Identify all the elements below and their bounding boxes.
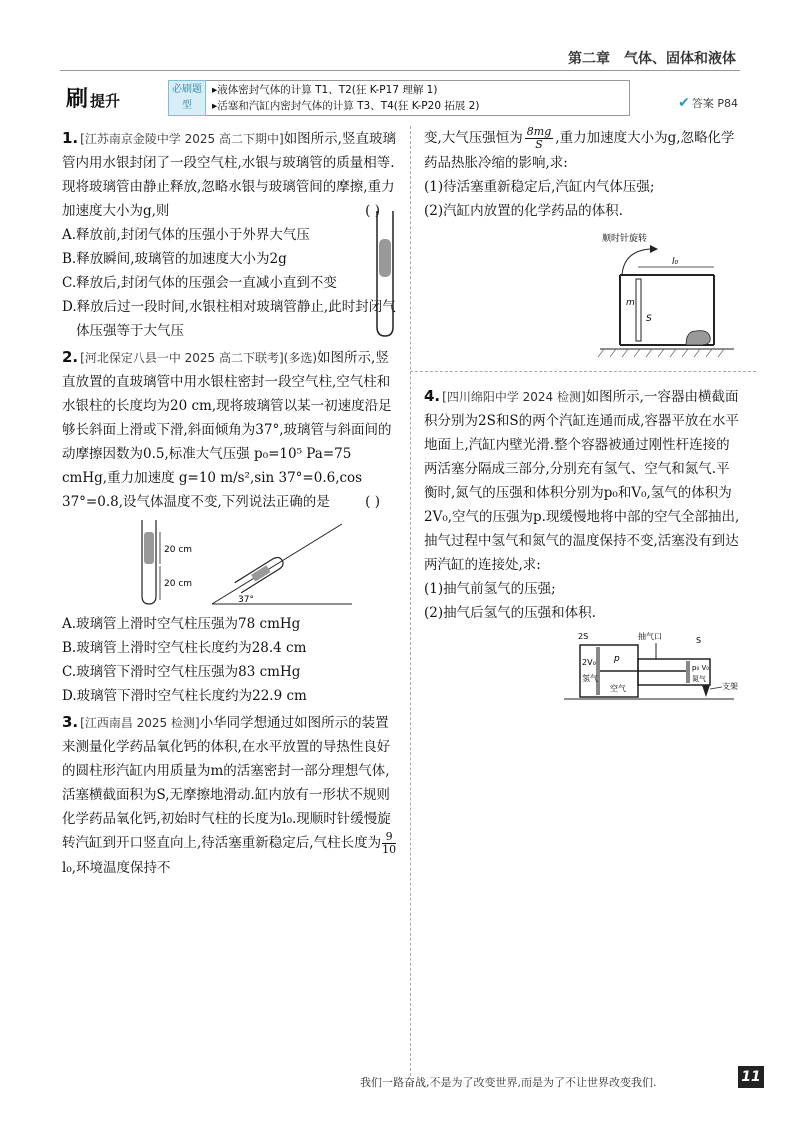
fig-label-rotate: 顺时针旋转 — [602, 234, 648, 244]
option-d: D.释放后过一段时间,水银柱相对玻璃管静止,此时封闭气体压强等于大气压 — [62, 299, 396, 339]
question-stem: ,重力加速度大小为g,忽略化学药品热胀冷缩的影响,求: — [424, 130, 735, 171]
question-source: [江西南昌 2025 检测] — [80, 716, 200, 730]
question-3 — [62, 710, 398, 880]
footer-motto: 我们一路奋战,不是为了改变世界,而是为了不让世界改变我们. — [360, 1076, 657, 1089]
option-b: B.玻璃管上滑时空气柱长度约为28.4 cm — [62, 640, 307, 656]
question-number: 2. — [62, 348, 79, 366]
topic-item: ▸活塞和汽缸内密封气体的计算 T3、T4(狂 K-P20 拓展 2) — [212, 100, 480, 112]
fig-label-top: 20 cm — [164, 545, 193, 555]
fig-label-2v0: 2V₀ — [582, 658, 596, 667]
fig-label-2s: 2S — [578, 632, 589, 641]
sub-question-1: (1)待活塞重新稳定后,汽缸内气体压强; — [424, 179, 655, 195]
brand-main: 刷 — [66, 87, 89, 112]
answer-reference[interactable] — [678, 95, 738, 111]
fig-label-hydrogen: 氢气 — [582, 674, 598, 683]
option-b: B.释放瞬间,玻璃管的加速度大小为2g — [62, 251, 287, 267]
incline-figure — [62, 518, 398, 610]
question-stem-end: l₀,环境温度保持不 — [62, 860, 171, 876]
question-number: 4. — [424, 387, 441, 405]
question-stem: 小华同学想通过如图所示的装置来测量化学药品氧化钙的体积,在水平放置的导热性良好的圆柱形汽缸内用质量为m的活塞密封一部分理想气体,活塞横截面积为S,无摩擦地滑动.缸内放有一形状不规则化学药品氧化钙,初始时气柱的长度为l₀.现顺时针缓慢旋转汽缸到开口竖直向上,待活塞重新稳定后,气柱长度为 — [62, 715, 391, 851]
option-c: C.玻璃管下滑时空气柱压强为83 cmHg — [62, 664, 301, 680]
answer-bracket: ( ) — [365, 494, 380, 510]
sub-question-2: (2)汽缸内放置的化学药品的体积. — [424, 203, 623, 219]
question-1 — [62, 126, 398, 343]
topic-item: ▸液体密封气体的计算 T1、T2(狂 K-P17 理解 1) — [212, 84, 438, 96]
left-column — [62, 126, 398, 882]
fig-label-s: S — [696, 636, 702, 645]
check-icon: ✔ — [678, 95, 690, 111]
question-source: [河北保定八县一中 2025 高二下联考](多选) — [80, 351, 318, 365]
fraction — [382, 831, 396, 856]
question-stem: 如图所示,一容器由横截面积分别为2S和S的两个汽缸连通而成,容器平放在水平地面上,汽缸内壁光滑.整个容器被通过刚性杆连接的两活塞分隔成三部分,分别充有氢气、空气和氮气.平衡时,氮气的压强和体积分别为p₀和V₀,氢气的体积为2V₀,空气的压强为p.现缓慢地将中部的空气全部抽出,抽气过程中氢气和氮气的温度保持不变,活塞没有到达两汽缸的连接处,求: — [424, 389, 740, 573]
question-number: 1. — [62, 129, 79, 147]
fraction-numerator: 9 — [382, 831, 396, 844]
cylinder-figure — [424, 227, 742, 367]
question-number: 3. — [62, 713, 79, 731]
question-2 — [62, 345, 398, 708]
fraction-denominator: 10 — [382, 843, 397, 856]
pressure-fraction — [525, 126, 553, 151]
option-c: C.释放后,封闭气体的压强会一直减小直到不变 — [62, 275, 337, 291]
fig-label-l0: l₀ — [672, 257, 679, 267]
question-stem: 如图所示,竖直放置的直玻璃管中用水银柱密封一段空气柱,空气柱和水银柱的长度均为20 cm,现将玻璃管以某一初速度沿足够长斜面上滑或下滑,斜面倾角为37°,玻璃管与斜面间的动摩擦因数为0.5,标准大气压强 p₀=10⁵ Pa=75 cmHg,重力加速度 g=10 m/s²,sin 37°=0.6,cos 37°=0.8,设气体温度不变,下列说法正确的是 — [62, 350, 392, 510]
topic-list — [206, 80, 630, 116]
answer-bracket: ( ) — [365, 203, 380, 219]
fig-label-p: p — [614, 654, 620, 664]
two-cylinder-figure — [424, 629, 742, 713]
option-a: A.玻璃管上滑时空气柱压强为78 cmHg — [62, 616, 301, 632]
page-number: 11 — [738, 1066, 764, 1088]
fig-label-nitrogen: 氮气 — [692, 675, 706, 683]
fig-label-air: 空气 — [610, 684, 626, 693]
column-divider — [410, 126, 411, 1076]
fraction-numerator: 8mg — [526, 125, 552, 138]
sub-question-1: (1)抽气前氢气的压强; — [424, 581, 556, 597]
question-separator — [410, 371, 756, 372]
question-source: [四川绵阳中学 2024 检测] — [442, 390, 586, 404]
fig-label-port: 抽气口 — [638, 632, 662, 641]
section-brand — [66, 82, 120, 113]
fraction-denominator: S — [535, 138, 543, 151]
header-rule — [60, 70, 740, 71]
tube-figure — [374, 209, 396, 339]
question-4 — [424, 384, 742, 713]
question-stem: 如图所示,竖直玻璃管内用水银封闭了一段空气柱,水银与玻璃管的质量相等.现将玻璃管由静止释放,忽略水银与玻璃管间的摩擦,重力加速度大小为g,则 — [62, 131, 396, 219]
option-d: D.玻璃管下滑时空气柱长度约为22.9 cm — [62, 688, 307, 704]
option-a: A.释放前,封闭气体的压强小于外界大气压 — [62, 227, 310, 243]
sub-question-2: (2)抽气后氢气的压强和体积. — [424, 605, 596, 621]
chapter-title: 第二章 气体、固体和液体 — [568, 51, 736, 67]
brand-sub: 提升 — [90, 92, 121, 110]
answer-text: 答案 P84 — [691, 97, 738, 110]
question-3-continued — [424, 126, 742, 367]
right-column — [424, 126, 742, 715]
fig-label-angle: 37° — [238, 595, 254, 605]
fig-label-support: 支架 — [722, 682, 738, 691]
fig-label-bottom: 20 cm — [164, 579, 193, 589]
question-stem: 变,大气压强恒为 — [424, 130, 523, 146]
fig-label-m: m — [626, 298, 635, 308]
must-label-badge: 必刷题型 — [168, 80, 206, 116]
fig-label-s: S — [646, 314, 652, 324]
fig-label-p0v0: p₀ V₀ — [692, 664, 710, 672]
question-source: [江苏南京金陵中学 2025 高二下期中] — [80, 132, 284, 146]
